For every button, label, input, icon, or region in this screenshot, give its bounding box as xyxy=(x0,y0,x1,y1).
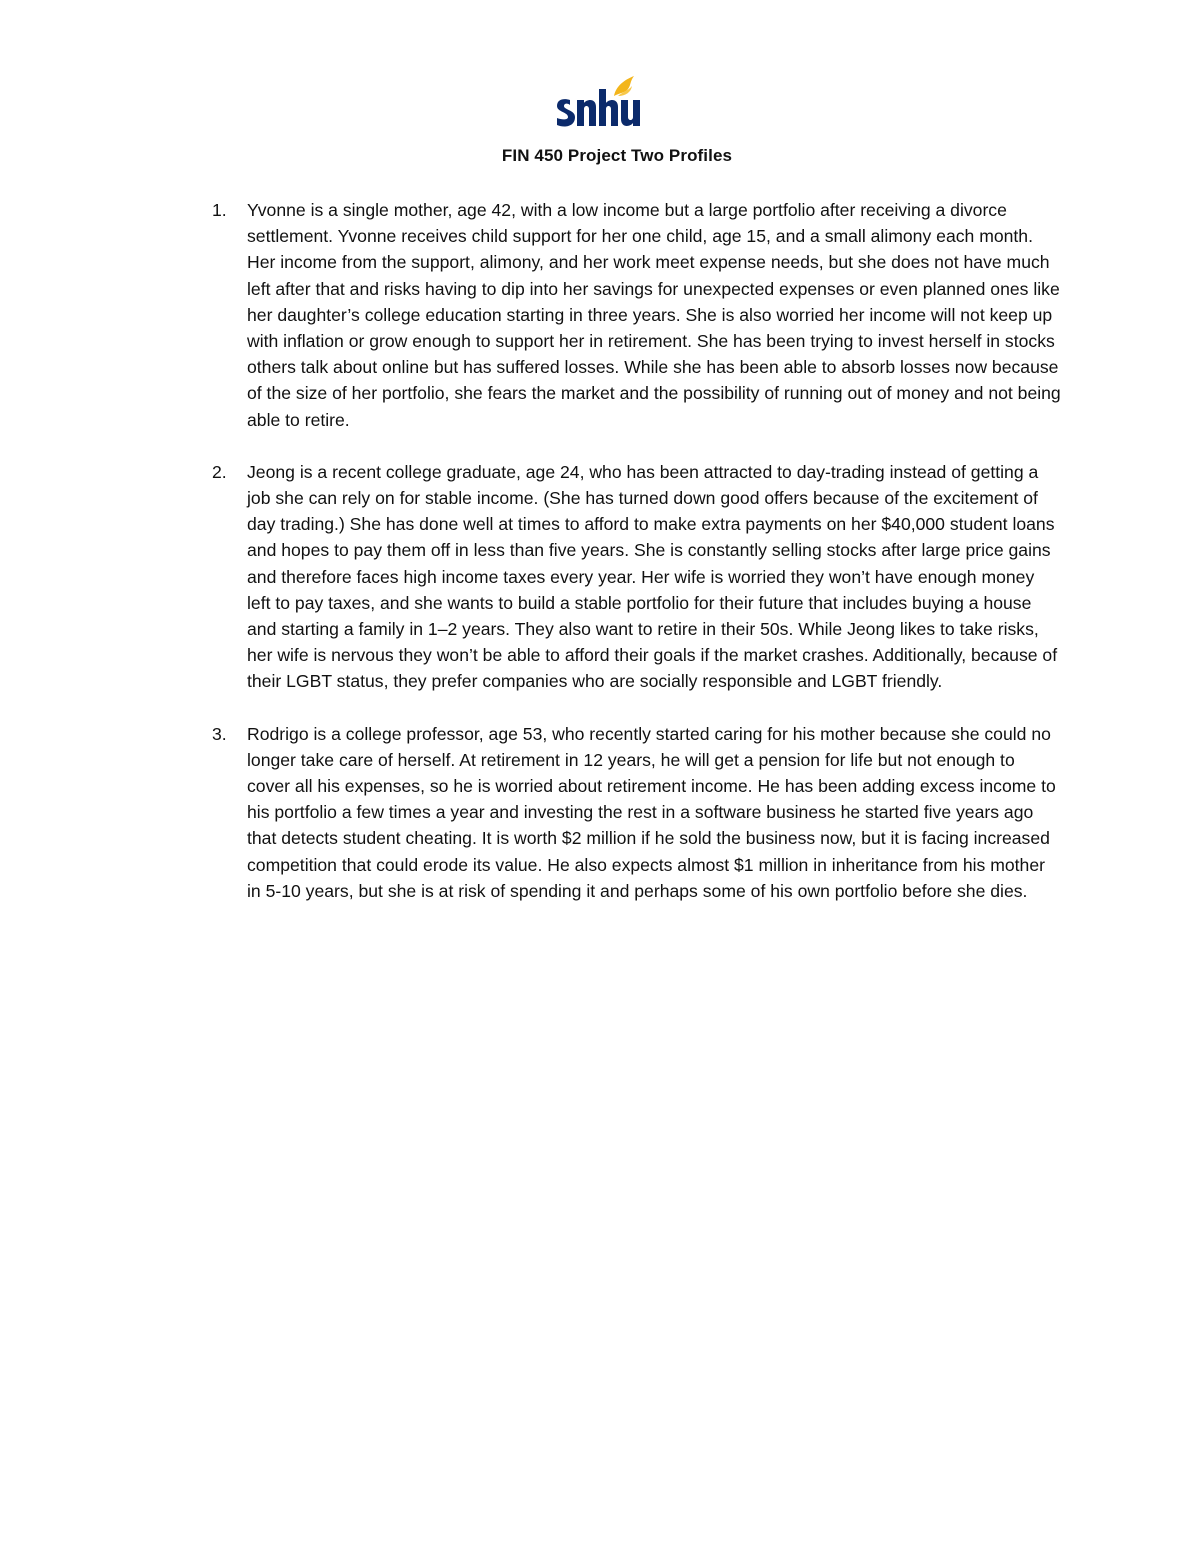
profile-text: Jeong is a recent college graduate, age 24, who has been attracted to day-trading instead of getting a job she can rely on for stable income. (She has turned down good offers because of the excitement of day trading.) She has done well at times to afford to make extra payments on her $40,000 student loans and hopes to pay them off in less than five years. She is constantly selling stocks after large price gains and therefore faces high income taxes every year. Her wife is worried they won’t have enough money left to pay taxes, and she wants to build a stable portfolio for their future that includes buying a house and starting a family in 1–2 years. They also want to retire in their 50s. While Jeong likes to take risks, her wife is nervous they won’t be able to afford their goals if the market crashes. Additionally, because of their LGBT status, they prefer companies who are socially responsible and LGBT friendly. xyxy=(247,461,1058,692)
profile-text: Yvonne is a single mother, age 42, with a low income but a large portfolio after receiving a divorce settlement. Yvonne receives child support for her one child, age 15, and a small alimony each month. Her income from the support, alimony, and her work meet expense needs, but she does not have much left after that and risks having to dip into her savings for unexpected expenses or even planned ones like her daughter’s college education starting in three years. She is also worried her income will not keep up with inflation or grow enough to support her in retirement. She has been trying to invest herself in stocks others talk about online but has suffered losses. While she has been able to absorb losses now because of the size of her portfolio, she fears the market and the possibility of running out of money and not being able to retire. xyxy=(247,200,1061,430)
list-number: 1. xyxy=(212,200,227,220)
list-number: 3. xyxy=(212,723,227,744)
profile-item-yvonne xyxy=(212,197,1062,433)
snhu-logo-icon xyxy=(552,72,644,134)
profile-item-rodrigo xyxy=(212,721,1062,904)
profile-item-jeong xyxy=(212,459,1062,695)
document-title: FIN 450 Project Two Profiles xyxy=(501,146,733,165)
profile-list xyxy=(212,197,1062,930)
profile-text: Rodrigo is a college professor, age 53, who recently started caring for his mother because she could no longer take care of herself. At retirement in 12 years, he will get a pension for life but not enough to cover all his expenses, so he is worried about retirement income. He has been adding excess income to his portfolio a few times a year and investing the rest in a software business he started five years ago that detects student cheating. It is worth $2 million if he sold the business now, but it is facing increased competition that could erode its value. He also expects almost $1 million in inheritance from his mother in 5-10 years, but she is at risk of spending it and perhaps some of his own portfolio before she dies. xyxy=(247,723,1056,901)
list-number: 2. xyxy=(212,461,227,482)
